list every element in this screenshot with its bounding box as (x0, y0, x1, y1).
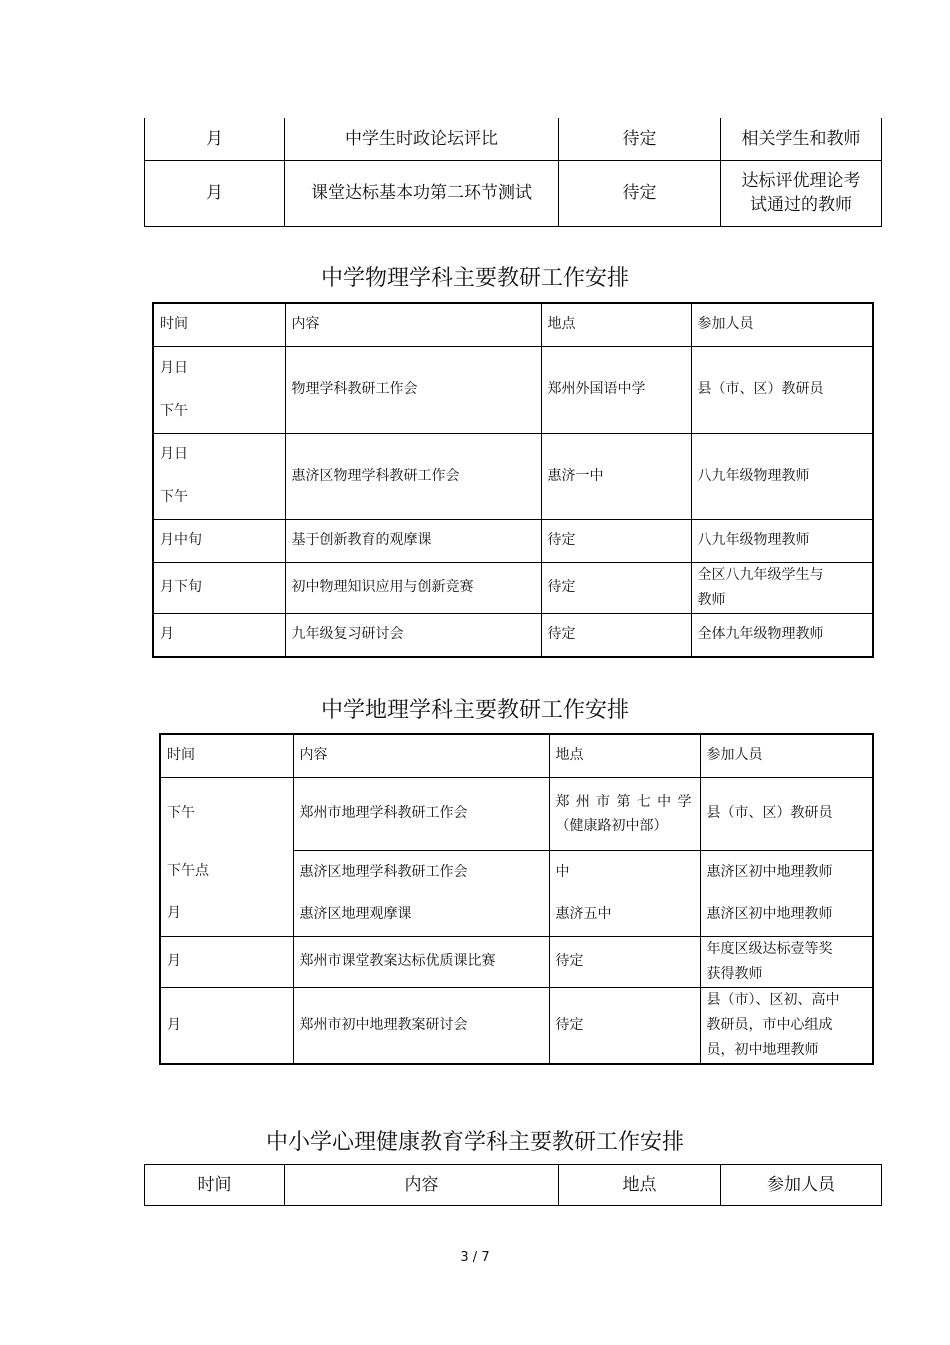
table-row (153, 346, 873, 433)
header-row (145, 1165, 882, 1206)
place-cell: 待定 (549, 936, 700, 987)
content-cell: 中学生时政论坛评比 (285, 118, 559, 160)
time-cell: 月下旬 (153, 562, 285, 613)
top-table (144, 118, 882, 227)
header-row (153, 303, 873, 346)
place-cell: 中 惠济五中 (549, 850, 700, 936)
time-cell: 下午 (160, 777, 293, 850)
place-cell: 待定 (541, 613, 691, 657)
header-content: 内容 (293, 734, 549, 777)
people-cell: 县（市、区）教研员 (700, 777, 873, 850)
time-cell: 月日 下午 (153, 346, 285, 433)
table-row (160, 777, 873, 850)
content-cell: 郑州市地理学科教研工作会 (293, 777, 549, 850)
header-content: 内容 (285, 1165, 559, 1206)
place-cell: 郑州外国语中学 (541, 346, 691, 433)
header-time: 时间 (160, 734, 293, 777)
page-number: 3 / 7 (460, 1250, 490, 1265)
time-cell: 月 (145, 160, 285, 226)
table-row (160, 936, 873, 987)
place-cell: 待定 (549, 987, 700, 1064)
people-cell: 年度区级达标壹等奖 获得教师 (700, 936, 873, 987)
content-cell: 郑州市课堂教案达标优质课比赛 (293, 936, 549, 987)
time-cell: 月 (153, 613, 285, 657)
place-cell: 待定 (559, 160, 721, 226)
place-cell: 郑州市第七中学 （健康路初中部） (549, 777, 700, 850)
people-cell: 县（市）、区初、高中 教研员，市中心组成 员，初中地理教师 (700, 987, 873, 1064)
people-cell: 八九年级物理教师 (691, 519, 873, 562)
table-row (153, 433, 873, 519)
psychology-table (144, 1164, 882, 1206)
header-row (160, 734, 873, 777)
content-cell: 课堂达标基本功第二环节测试 (285, 160, 559, 226)
geography-table (159, 733, 874, 1065)
people-cell: 八九年级物理教师 (691, 433, 873, 519)
people-cell: 达标评优理论考 试通过的教师 (721, 160, 882, 226)
time-cell: 月 (160, 936, 293, 987)
header-time: 时间 (145, 1165, 285, 1206)
content-cell: 基于创新教育的观摩课 (285, 519, 541, 562)
time-cell: 月中旬 (153, 519, 285, 562)
header-place: 地点 (559, 1165, 721, 1206)
content-cell: 初中物理知识应用与创新竞赛 (285, 562, 541, 613)
header-content: 内容 (285, 303, 541, 346)
header-time: 时间 (153, 303, 285, 346)
table-row (145, 118, 882, 160)
place-cell: 待定 (559, 118, 721, 160)
header-place: 地点 (541, 303, 691, 346)
place-cell: 待定 (541, 519, 691, 562)
time-cell: 月 (160, 987, 293, 1064)
header-people: 参加人员 (691, 303, 873, 346)
content-cell: 郑州市初中地理教案研讨会 (293, 987, 549, 1064)
table-row (145, 160, 882, 226)
table-row (153, 613, 873, 657)
time-cell: 月日 下午 (153, 433, 285, 519)
table-row (153, 562, 873, 613)
people-cell: 全体九年级物理教师 (691, 613, 873, 657)
people-cell: 相关学生和教师 (721, 118, 882, 160)
header-people: 参加人员 (721, 1165, 882, 1206)
header-place: 地点 (549, 734, 700, 777)
table-row (153, 519, 873, 562)
people-cell: 全区八九年级学生与 教师 (691, 562, 873, 613)
time-cell: 月 (145, 118, 285, 160)
physics-title: 中学物理学科主要教研工作安排 (320, 266, 629, 291)
place-cell: 惠济一中 (541, 433, 691, 519)
table-row (160, 850, 873, 936)
physics-table (152, 302, 874, 658)
content-cell: 物理学科教研工作会 (285, 346, 541, 433)
header-people: 参加人员 (700, 734, 873, 777)
geography-title: 中学地理学科主要教研工作安排 (320, 698, 629, 723)
content-cell: 九年级复习研讨会 (285, 613, 541, 657)
people-cell: 惠济区初中地理教师 惠济区初中地理教师 (700, 850, 873, 936)
place-cell: 待定 (541, 562, 691, 613)
table-row (160, 987, 873, 1064)
content-cell: 惠济区地理学科教研工作会 惠济区地理观摩课 (293, 850, 549, 936)
time-cell: 下午点 月 (160, 850, 293, 936)
content-cell: 惠济区物理学科教研工作会 (285, 433, 541, 519)
psychology-title: 中小学心理健康教育学科主要教研工作安排 (265, 1130, 684, 1155)
people-cell: 县（市、区）教研员 (691, 346, 873, 433)
